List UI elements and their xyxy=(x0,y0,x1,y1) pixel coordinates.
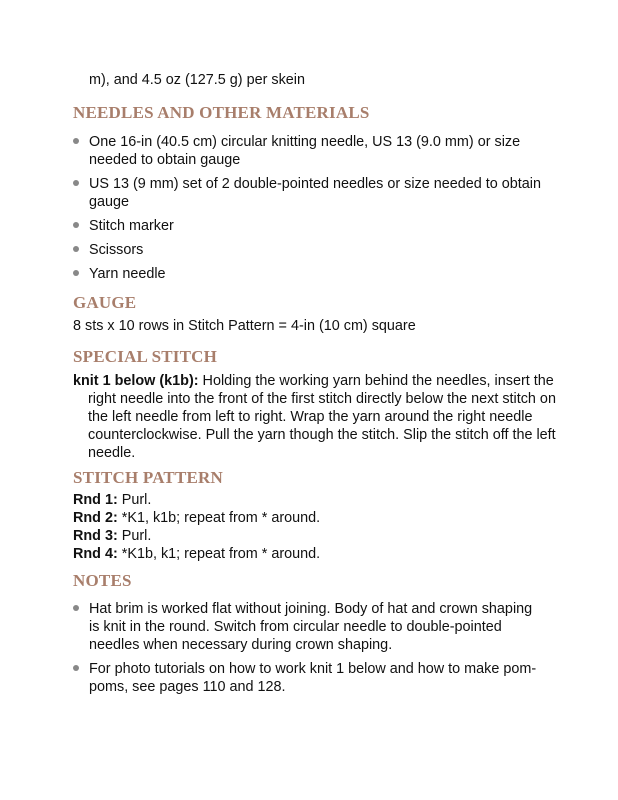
special-stitch-text: knit 1 below (k1b): Holding the working yarn behind the needles, insert the right needle into the front of the first stitch directly below the next stitch on the left needle from left to right. Wrap the yarn around the right needle counterclockwise. Pull the yarn though the stitch. Slip the stitch off the left needle. xyxy=(73,373,556,461)
list-item: Hat brim is worked flat without joining. Body of hat and crown shaping is knit in the round. Switch from circular needle to double-pointed needles when necessary during crown shaping. xyxy=(73,600,543,654)
list-item: Scissors xyxy=(73,241,543,259)
bullet-icon xyxy=(73,605,79,611)
special-stitch-term: knit 1 below (k1b): xyxy=(73,373,199,389)
stitch-pattern-heading: STITCH PATTERN xyxy=(73,468,224,487)
bullet-icon xyxy=(73,138,79,144)
special-stitch-heading: SPECIAL STITCH xyxy=(73,347,218,366)
stitch-pattern-rounds xyxy=(73,491,543,563)
list-item: Yarn needle xyxy=(73,265,543,283)
notes-list xyxy=(73,600,543,702)
list-item: Stitch marker xyxy=(73,217,543,235)
notes-heading: NOTES xyxy=(73,571,132,590)
bullet-icon xyxy=(73,222,79,228)
gauge-heading: GAUGE xyxy=(73,293,137,312)
list-item: For photo tutorials on how to work knit 1 below and how to make pom-poms, see pages 110 and 128. xyxy=(73,660,543,696)
bullet-icon xyxy=(73,246,79,252)
list-item: One 16-in (40.5 cm) circular knitting needle, US 13 (9.0 mm) or size needed to obtain gauge xyxy=(73,133,543,169)
bullet-icon xyxy=(73,665,79,671)
bullet-icon xyxy=(73,180,79,186)
bullet-icon xyxy=(73,270,79,276)
list-item: US 13 (9 mm) set of 2 double-pointed needles or size needed to obtain gauge xyxy=(73,175,543,211)
round-line: Rnd 4: *K1b, k1; repeat from * around. xyxy=(73,546,321,562)
needles-list xyxy=(73,133,543,289)
round-line: Rnd 2: *K1, k1b; repeat from * around. xyxy=(73,510,321,526)
round-line: Rnd 1: Purl. xyxy=(73,492,152,508)
continued-text: m), and 4.5 oz (127.5 g) per skein xyxy=(89,72,305,88)
gauge-text: 8 sts x 10 rows in Stitch Pattern = 4-in (10 cm) square xyxy=(73,318,416,334)
needles-heading: NEEDLES AND OTHER MATERIALS xyxy=(73,103,370,122)
round-line: Rnd 3: Purl. xyxy=(73,528,152,544)
